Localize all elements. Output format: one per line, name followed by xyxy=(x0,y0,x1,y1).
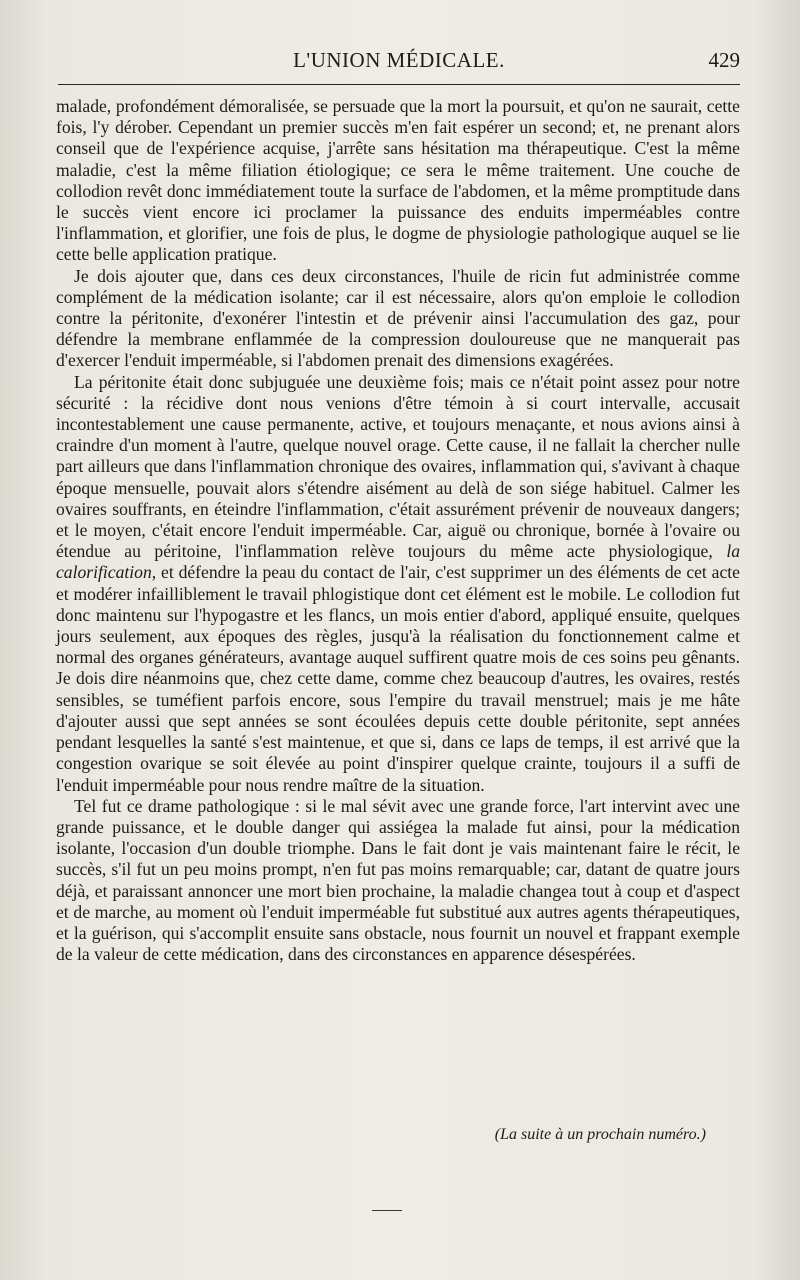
page-header xyxy=(58,48,740,82)
article-body xyxy=(56,96,740,965)
paragraph-4: Tel fut ce drame pathologique : si le mal sévit avec une grande force, l'art intervint avec une grande puissance, et le double danger qui assiégea la malade fut ainsi, pour la médication isolante, l'occasion d'un double triomphe. Dans le fait dont je vais maintenant faire le récit, le succès, s'il fut un peu moins prompt, n'en fut pas moins remarquable; car, datant de quatre jours déjà, et paraissant annoncer une mort bien prochaine, la maladie changea tout à coup et d'aspect et de marche, au moment où l'enduit imperméable fut substitué aux autres agents thérapeutiques, et la guérison, qui s'accomplit ensuite sans obstacle, nous fournit un nouvel et frappant exemple de la valeur de cette médication, dans des circonstances en apparence désespérées. xyxy=(56,795,740,965)
paragraph-3-text: La péritonite était donc subjuguée une deuxième fois; mais ce n'était point assez pour notre sécurité : la récidive dont nous venions d'être témoin à si court intervalle, accusait incontestablement une cause permanente, active, et toujours menaçante, et nous avions ainsi à craindre d'un moment à l'autre, quelque nouvel orage. Cette cause, il ne fallait la chercher nulle part ailleurs que dans l'inflammation chronique des ovaires, inflammation qui, s'avivant à chaque époque mensuelle, pouvait alors s'étendre aisément au delà de son siége habituel. Calmer les ovaires souffrants, en éteindre l'inflammation, c'était assurément prévenir de nouveaux dangers; et le moyen, c'était encore l'enduit imperméable. Car, aiguë ou chronique, bornée à l'ovaire ou étendue au péritoine, l'inflammation relève toujours du même acte physiologique, xyxy=(56,371,740,562)
paragraph-3-continued: et défendre la peau du contact de l'air, c'est supprimer un des éléments de cet acte et modérer infailliblement le travail phlogistique dont cet élément est le mobile. Le collodion fut donc maintenu sur l'hypogastre et les flancs, un mois entier d'abord, appliqué ensuite, quelques jours seulement, aux époques des règles, jusqu'à la réalisation du fonctionnement calme et normal des organes générateurs, avantage auquel suffirent quatre mois de ces soins peu gênants. Je dois dire néanmoins que, chez cette dame, comme chez beaucoup d'autres, les ovaires, restés sensibles, se tuméfient parfois encore, sous l'empire du travail menstruel; mais je me hâte d'ajouter aussi que sept années se sont écoulées depuis cette double péritonite, sept années pendant lesquelles la santé s'est maintenue, et que si, dans ce laps de temps, il est arrivé que la congestion ovarique se soit élevée au point d'inspirer quelque crainte, toujours il a suffi de l'enduit imperméable pour nous rendre maître de la situation. xyxy=(56,562,740,795)
italic-term: la calorification, xyxy=(56,541,740,583)
paragraph-3 xyxy=(56,372,740,796)
page-number: 429 xyxy=(708,48,740,72)
continuation-note: (La suite à un prochain numéro.) xyxy=(494,1126,706,1143)
running-title: L'UNION MÉDICALE. xyxy=(293,48,505,72)
paragraph-2: Je dois ajouter que, dans ces deux circonstances, l'huile de ricin fut administrée comme complément de la médication isolante; car il est nécessaire, alors qu'on emploie le collodion contre la péritonite, d'exonérer l'intestin et de prévenir ainsi l'accumulation des gaz, pour défendre la membrane enflammée de la compression douloureuse que ne manquerait pas d'exercer l'enduit imperméable, si l'abdomen prenait des dimensions exagérées. xyxy=(56,265,740,371)
end-rule xyxy=(372,1210,402,1211)
paragraph-1: malade, profondément démoralisée, se persuade que la mort la poursuit, et qu'on ne saurait, cette fois, l'y dérober. Cependant un premier succès m'en fait espérer un second; et, ne prenant alors conseil que de l'expérience acquise, j'arrête sans hésitation ma thérapeutique. C'est la même maladie, c'est la même filiation étiologique; ce sera le même traitement. Une couche de collodion revêt donc immédiatement toute la surface de l'abdomen, et la même promptitude dans le succès vient encore ici proclamer la puissance des enduits imperméables contre l'inflammation, et glorifier, une fois de plus, le dogme de physiologie pathologique auquel se lie cette belle application pratique. xyxy=(56,96,740,265)
header-rule xyxy=(58,84,740,85)
